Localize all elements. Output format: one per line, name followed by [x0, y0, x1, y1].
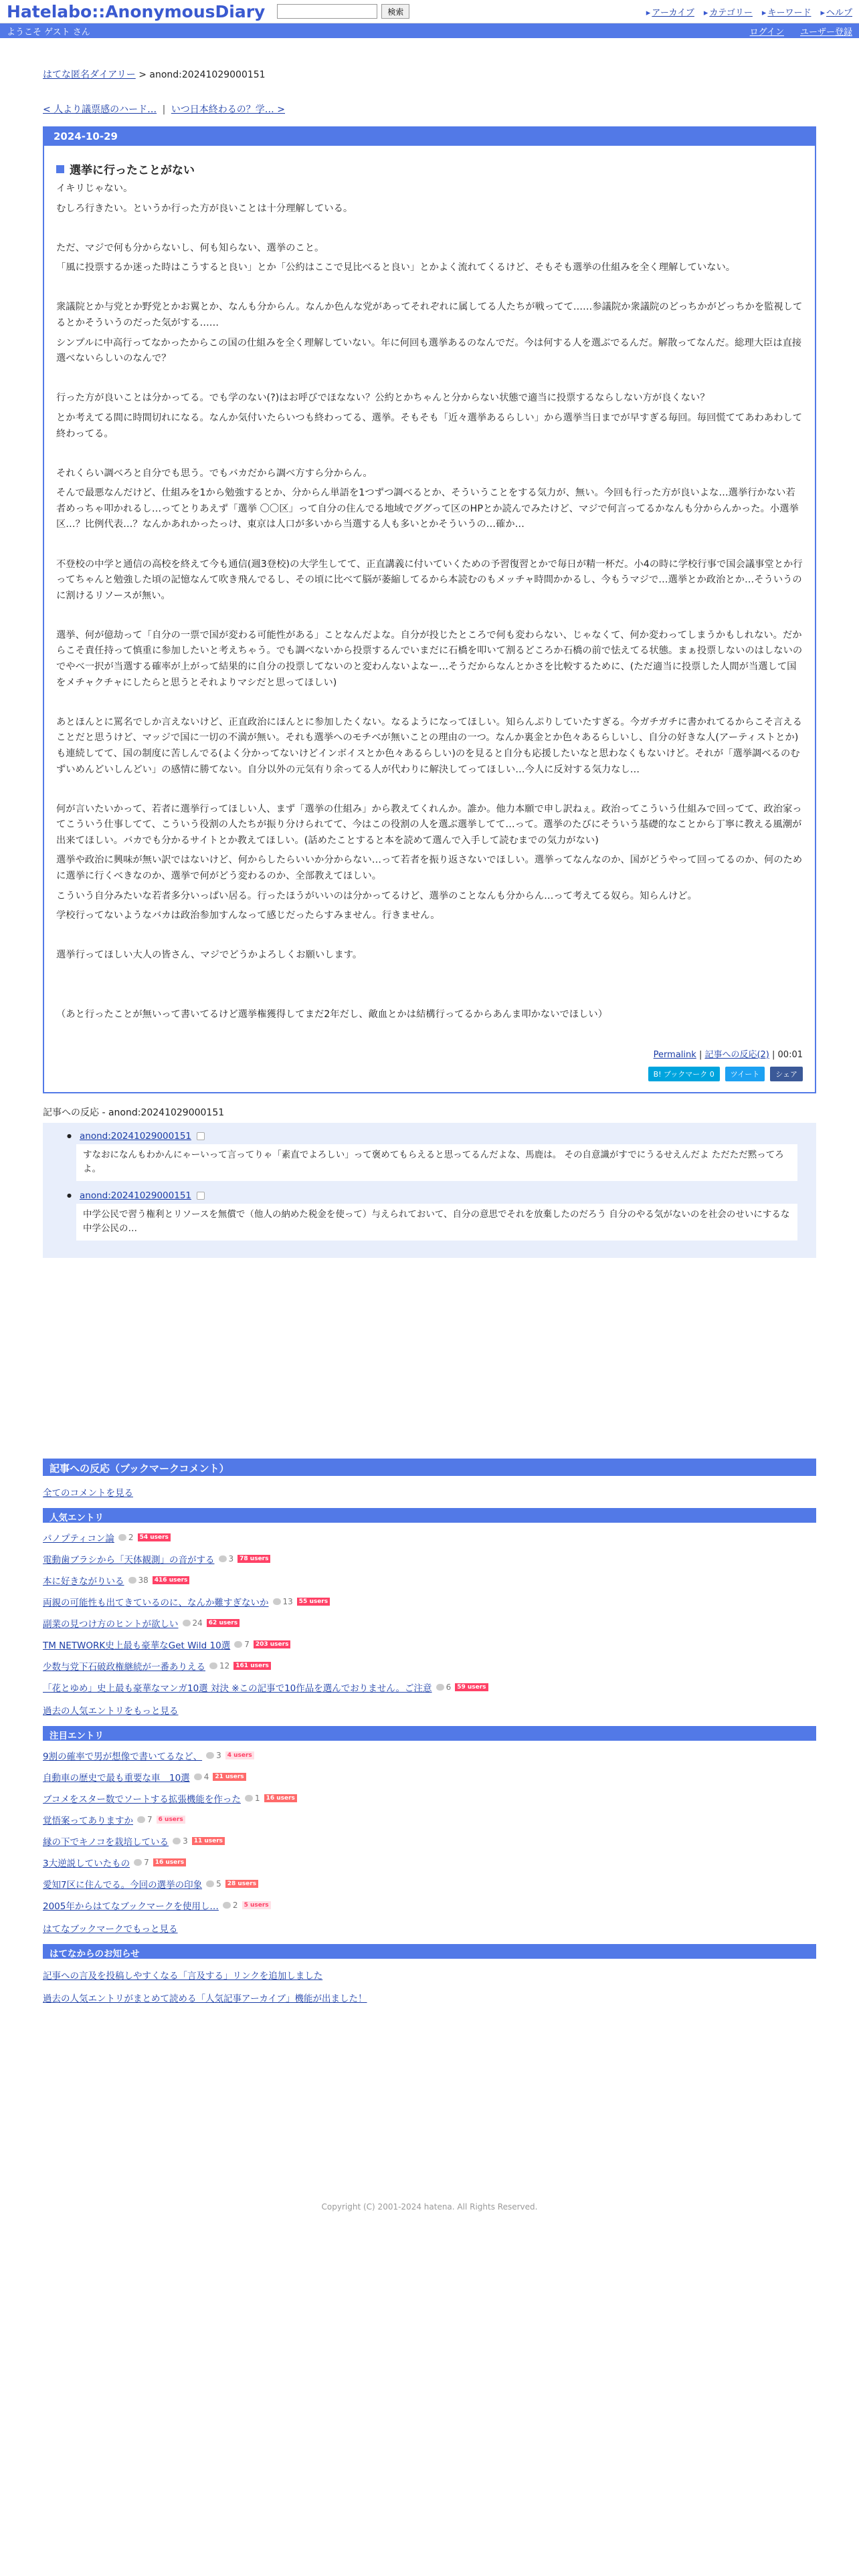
entry-list-item [43, 1552, 816, 1566]
users-badge[interactable]: 4 users [225, 1751, 254, 1759]
entry-list-item [43, 1856, 816, 1869]
site-logo[interactable]: Hatelabo::AnonymousDiary [7, 1, 266, 21]
comment-count-icon: 3 [219, 1554, 234, 1564]
users-badge[interactable]: 55 users [297, 1598, 330, 1606]
entry-paragraph [56, 782, 803, 798]
entry-list-link[interactable]: 2005年からはてなブックマークを使用し… [43, 1901, 219, 1912]
entry-paragraph [56, 280, 803, 296]
pager-sep: | [162, 104, 166, 115]
tweet-button[interactable]: ツイート [725, 1067, 765, 1081]
comment-count-icon: 3 [173, 1836, 188, 1846]
entry-list-link[interactable]: 愛知7区に住んでる。今回の選挙の印象 [43, 1879, 203, 1891]
entry-paragraph: むしろ行きたい。というか行った方が良いことは十分理解している。 [56, 203, 353, 214]
entry-list-link[interactable]: 覚悟案ってありますか [43, 1815, 133, 1826]
popular-list [43, 1531, 816, 1694]
copyright: Copyright (C) 2001-2024 hatena. All Rights Reserved. [321, 2202, 538, 2212]
reaction-author [67, 1190, 797, 1201]
archive-link[interactable]: ▸ アーカイブ [646, 5, 694, 18]
entry-list-item [43, 1595, 816, 1608]
entry-paragraph: 衆議院とか与党とか野党とかお翼とか、なんも分からん。なんか色んな党があってそれぞれに属してる人たちが戦ってて……参議院か衆議院のどっちかがどっちかを監視してるとかそういうのだった気がする…… [56, 302, 803, 329]
entry-paragraph: そんで最悪なんだけど、仕組みを1から勉強するとか、分からん単語を1つずつ調べるとか、そういうことをする気力が、無い。今回も行った方が良いよな…選挙行かない若者めっちゃ叩かれるし…ってとりあえず「選挙 〇〇区」って自分の住んでる地域でググって区のHPとか読んでみたけど、マジで何言ってるかなんも分からんかった。小選挙区…？比例代表…？なんかあれかったっけ、東京は人口が多いから当選する人も多いとかそういうの…確か… [56, 488, 799, 530]
entry-list-link[interactable]: 9割の確率で男が想像で書いてるなど、 [43, 1751, 203, 1762]
users-badge[interactable]: 62 users [207, 1619, 240, 1627]
main-content [0, 68, 859, 2212]
entry-paragraph: シンプルに中高行ってなかったからこの国の仕組みを全く理解していない。年に何回も選挙あるのなんでだ。今は何する人を選ぶでるんだ。解散ってなんだ。総理大臣は直接選べないらしいのなんで？ [56, 337, 802, 364]
users-badge[interactable]: 21 users [213, 1773, 246, 1781]
entry-list-item [43, 1877, 816, 1891]
entry-paragraph: ただ、マジで何も分からないし、何も知らない、選挙のこと。 [56, 242, 324, 253]
comment-count-icon: 38 [128, 1576, 149, 1585]
reaction-author-link[interactable]: ● anond:20241029000151 [79, 1190, 191, 1201]
search-input[interactable] [277, 4, 377, 19]
news-item[interactable]: 過去の人気エントリがまとめて読める「人気記事アーカイブ」機能が出ました！ [43, 1993, 367, 2004]
entry-list-link[interactable]: ブコメをスター数でソートする拡張機能を作った [43, 1794, 241, 1805]
entry-list-item [43, 1638, 816, 1651]
entry-paragraph: 何が言いたいかって、若者に選挙行ってほしい人、まず「選挙の仕組み」から教えてくれんか。誰か。他力本願で申し訳ねぇ。政治ってこういう仕組みで回ってて、政治家ってこういう仕事してて、こういう役割の人たちが振り分けられてて、今はこの役割の人を選ぶ選挙してて…って。選挙のたびにそういう基礎的なことから丁寧に教える風潮が出来てほしい。バカでも分かるサイトとか教えてほしい。(話めたことすると本を読めて選んで入手して読むまでの気力がない) [56, 803, 802, 846]
entry-paragraph [56, 221, 803, 237]
all-comments-link-wrap [43, 1485, 816, 1499]
users-badge[interactable]: 28 users [225, 1880, 258, 1888]
reactions-heading: 記事への反応 - anond:20241029000151 [43, 1107, 225, 1118]
users-badge[interactable]: 54 users [138, 1533, 171, 1541]
entry-paragraph: 「風に投票するか迷った時はこうすると良い」とか「公約はここで見比べると良い」とかよく流れてくるけど、そもそも選挙の仕組みを全く理解していない。 [56, 262, 736, 274]
entry-list-item [43, 1616, 816, 1630]
entry-list-link[interactable]: TM NETWORK史上最も豪華なGet Wild 10選 [43, 1640, 231, 1651]
welcome-text: ようこそ ゲスト さん [7, 27, 90, 37]
comment-count-icon: 2 [223, 1901, 238, 1910]
comment-count-icon: 24 [183, 1618, 203, 1628]
entry-list-link[interactable]: 本に好きながりいる [43, 1576, 124, 1587]
user-bar [0, 23, 859, 38]
footer-sep: | [772, 1049, 778, 1060]
entry-paragraph: 不登校の中学と通信の高校を終えて今も通信(週3登校)の大学生してて、正直講義に付いていくための予習復習とかで毎日が精一杯だ。小4の時に学校行事で国会議事堂とか行ってちゃんと勉強した頃の記憶なんて吹き飛んでるし、その頃に比べて脳が萎縮してるから本読むのもメッチャ時間かかるし、今もうマジで…選挙とか政治とか…そういうのに割けるリソースが無い。 [56, 558, 803, 601]
attention-list [43, 1749, 816, 1912]
entry-list-item [43, 1574, 816, 1587]
entry-list-link[interactable]: 3大逆説していたもの [43, 1858, 130, 1869]
entry-paragraph [56, 608, 803, 624]
users-badge[interactable]: 203 users [254, 1640, 291, 1648]
title-square-icon [56, 165, 64, 173]
comment-count-icon: 5 [206, 1879, 221, 1889]
entry-paragraph [56, 446, 803, 462]
comment-count-icon: 7 [137, 1815, 153, 1824]
popular-more-link[interactable]: 過去の人気エントリをもっと見る [43, 1705, 179, 1717]
entry-paragraph [56, 371, 803, 387]
reactions-list [43, 1123, 816, 1258]
bookmark-section-heading: 記事への反応（ブックマークコメント） [43, 1459, 816, 1476]
entry-title[interactable] [56, 160, 803, 177]
help-link[interactable]: ▸ ヘルプ [820, 5, 852, 18]
entry-paragraph: 行った方が良いことは分かってる。でも学のない(?)はお呼びでほなない？公約とかちゃんと分からない状態で適当に投票するならしない方が良くない？ [56, 393, 710, 404]
entry-pager [43, 102, 816, 116]
entry-list-item [43, 1834, 816, 1848]
top-header [0, 0, 859, 23]
entry-paragraph: あとほんとに罵名でしか言えないけど、正直政治にほんとに参加したくない。なるようになってほしい。知らんぷりしていたすぎる。今ガチガチに書かれてるからこそ言えることだと思うけど、マッジで国に一切の不満が無い。それも選挙へのモチベが無いことの理由の一つ。なんか裏金とか色々あるらしいし、自分の好きな人(アーティストとか)も連続してて、国の制度に苦しんでる(よく分かってないけどインボイスとか色々あるらしい)のを見ると自分も応援したいなと思わなくもないけど。それが「選挙調べるのむずいめんどいしんどい」の感情に勝てない。自分以外の元気有り余ってる人が代わりに解決してってほしい…今人に反対する気力なし… [56, 716, 802, 775]
reaction-toggle-icon[interactable] [197, 1132, 205, 1140]
users-badge[interactable]: 5 users [242, 1901, 271, 1909]
prev-entry-link[interactable]: < 人より議票感のハード… [43, 104, 157, 115]
users-badge[interactable]: 16 users [153, 1858, 186, 1866]
users-badge[interactable]: 78 users [237, 1555, 270, 1563]
comment-count-icon: 12 [209, 1661, 229, 1671]
comment-count-icon: 7 [134, 1858, 149, 1867]
entry-paragraph [56, 537, 803, 553]
attention-heading: 注目エントリ [43, 1726, 816, 1741]
users-badge[interactable]: 161 users [233, 1662, 271, 1670]
breadcrumb [43, 68, 816, 81]
register-link[interactable]: ユーザー登録 [799, 27, 852, 37]
entry-paragraph [56, 928, 803, 944]
comment-count-icon: 7 [234, 1640, 250, 1649]
comment-count-icon: 3 [206, 1751, 221, 1760]
diary-entry [43, 126, 816, 1093]
popular-heading: 人気エントリ [43, 1508, 816, 1523]
header-links [646, 5, 852, 18]
reaction-author-link[interactable]: ● anond:20241029000151 [79, 1130, 191, 1142]
entry-paragraph [56, 987, 803, 1003]
entry-list-item [43, 1899, 816, 1912]
entry-list-link[interactable]: 少数与党下石破政権継続が一番ありえる [43, 1661, 205, 1673]
all-comments-link[interactable]: 全てのコメントを見る [43, 1487, 133, 1499]
entry-paragraph: 選挙、何が億劫って「自分の一票で国が変わる可能性がある」ことなんだよな。自分が投じたところで何も変わらない、じゃなくて、何か変わってしまうかもしれない。だからこそ責任持って慎重に参加したいと考えちゃう。でも調べないから投票するんでいまだに石橋を叩いて割るどころか石橋の前で怯えてる状態。まぁ投票しないのはしないのでやべ一択が当選する確率が上がって結果的に自分の投票してないのと変わんないよなー…そうだからなんとかさを比較するために、(ただ適当に投票した人間が当選して国をメチャクチャにしたらと思うとそれよりマシだと思ってほしい) [56, 629, 803, 688]
breadcrumb-current: anond:20241029000151 [149, 70, 266, 80]
reaction-item [67, 1190, 797, 1241]
keyword-link[interactable]: ▸ キーワード [762, 5, 812, 18]
breadcrumb-sep: > [138, 70, 147, 80]
facebook-share-button[interactable]: シェア [770, 1067, 803, 1081]
entry-paragraph: （あと行ったことが無いって書いてるけど選挙権獲得してまだ2年だし、敵血とかは結構行ってるからあんま叩かないでほしい） [56, 1009, 608, 1021]
entry-list-item [43, 1770, 816, 1784]
entry-date: 2024-10-29 [44, 128, 815, 146]
entry-title-text: 選挙に行ったことがない [70, 164, 195, 177]
entry-list-item [43, 1792, 816, 1805]
comment-count-icon: 2 [118, 1533, 134, 1542]
entry-paragraph: 選挙行ってほしい大人の皆さん、マジでどうかよろしくお願いします。 [56, 950, 363, 961]
users-badge[interactable]: 59 users [455, 1683, 488, 1691]
entry-paragraph: それくらい調べろと自分でも思う。でもバカだから調べ方すら分からん。 [56, 467, 373, 479]
attention-more-link[interactable]: はてなブックマークでもっと見る [43, 1923, 178, 1935]
entry-body [56, 181, 803, 1023]
users-badge[interactable]: 16 users [264, 1794, 297, 1802]
comment-count-icon: 1 [245, 1794, 260, 1803]
entry-paragraph: 選挙や政治に興味が無い訳ではないけど、何からしたらいいか分からない…って若者を振り返さないでほしい。選挙ってなんなのか、国がどうやって回ってるのか、何のために選挙に行くべきなのか、選挙で何がどう変わるのか、全部教えてほしい。 [56, 855, 803, 881]
reaction-text: 中学公民で習う権利とリソースを無償で（他人の納めた税金を使って）与えられておいて、自分の意思でそれを放棄したのだろう 自分のやる気がないのを社会のせいにするな 中学公民の… [76, 1204, 797, 1241]
users-badge[interactable]: 6 users [157, 1816, 185, 1824]
hatena-bookmark-button[interactable]: B! ブックマーク 0 [648, 1067, 720, 1081]
entry-list-item [43, 1813, 816, 1826]
reaction-author [67, 1131, 797, 1142]
login-link[interactable]: ログイン [749, 27, 784, 37]
entry-list-link[interactable]: パノプティコン論 [43, 1533, 114, 1544]
entry-list-link[interactable]: 副業の見つけ方のヒントが欲しい [43, 1618, 179, 1630]
entry-paragraph [56, 968, 803, 984]
entry-time: 00:01 [777, 1049, 803, 1060]
reactions-link[interactable]: 記事への反応(2) [704, 1049, 769, 1060]
news-item[interactable]: 記事への言及を投稿しやすくなる「言及する」リンクを追加しました [43, 1970, 323, 1981]
entry-list-item [43, 1531, 816, 1544]
users-badge[interactable]: 416 users [153, 1576, 190, 1584]
comment-count-icon: 4 [194, 1772, 209, 1782]
users-badge[interactable]: 11 users [192, 1837, 225, 1845]
reaction-text: すなおになんもわかんにゃーいって言ってりゃ「素直でよろしい」って褒めてもらえると思ってるんだよな、馬鹿は。 その自意識がすでにうるせえんだよ ただただ黙ってろよ。 [76, 1144, 797, 1181]
breadcrumb-home[interactable]: はてな匿名ダイアリー [43, 70, 136, 80]
entry-paragraph: 学校行ってないようなバカは政治参加すんなって感じだったらすみません。行きません。 [56, 910, 440, 922]
comment-count-icon: 6 [436, 1683, 452, 1692]
reaction-item [67, 1131, 797, 1181]
entry-list-item [43, 1681, 816, 1694]
next-entry-link[interactable]: いつ日本終わるの？学… > [171, 104, 285, 115]
entry-list-link[interactable]: 自動車の歴史で最も重要な車 10選 [43, 1772, 190, 1784]
category-link[interactable]: ▸ カテゴリー [704, 5, 753, 18]
comment-count-icon: 13 [273, 1597, 293, 1606]
entry-list-link[interactable]: 「花とゆめ」史上最も豪華なマンガ10選 対決 ※この記事で10作品を選んでおりません。ご注意 [43, 1683, 432, 1694]
entry-list-item [43, 1659, 816, 1673]
footer-sep: | [698, 1049, 705, 1060]
entry-footer [56, 1047, 803, 1060]
news-heading: はてなからのお知らせ [43, 1944, 816, 1959]
entry-paragraph: イキリじゃない。 [56, 183, 133, 194]
entry-list-item [43, 1749, 816, 1762]
entry-paragraph: とか考えてる間に時間切れになる。なんか気付いたらいつも終わってる、選挙。そもそも「近々選挙あるらしい」から選挙当日までが早すぎる毎回。毎回慌ててあわあわして終わってる。 [56, 412, 803, 439]
share-buttons [56, 1067, 803, 1081]
entry-list-link[interactable]: 電動歯ブラシから「天体観測」の音がする [43, 1554, 215, 1566]
reaction-toggle-icon[interactable] [197, 1192, 205, 1200]
entry-paragraph [56, 695, 803, 711]
permalink-link[interactable]: Permalink [653, 1049, 696, 1060]
entry-paragraph: こういう自分みたいな若者多分いっぱい居る。行ったほうがいいのは分かってるけど、選挙のことなんも分からん…って考えてる奴ら。知らんけど。 [56, 890, 697, 901]
entry-list-link[interactable]: 両親の可能性も出てきているのに、なんか難すぎないか [43, 1597, 269, 1608]
entry-list-link[interactable]: 縁の下でキノコを栽培している [43, 1836, 169, 1848]
search-button[interactable]: 検索 [381, 4, 409, 19]
